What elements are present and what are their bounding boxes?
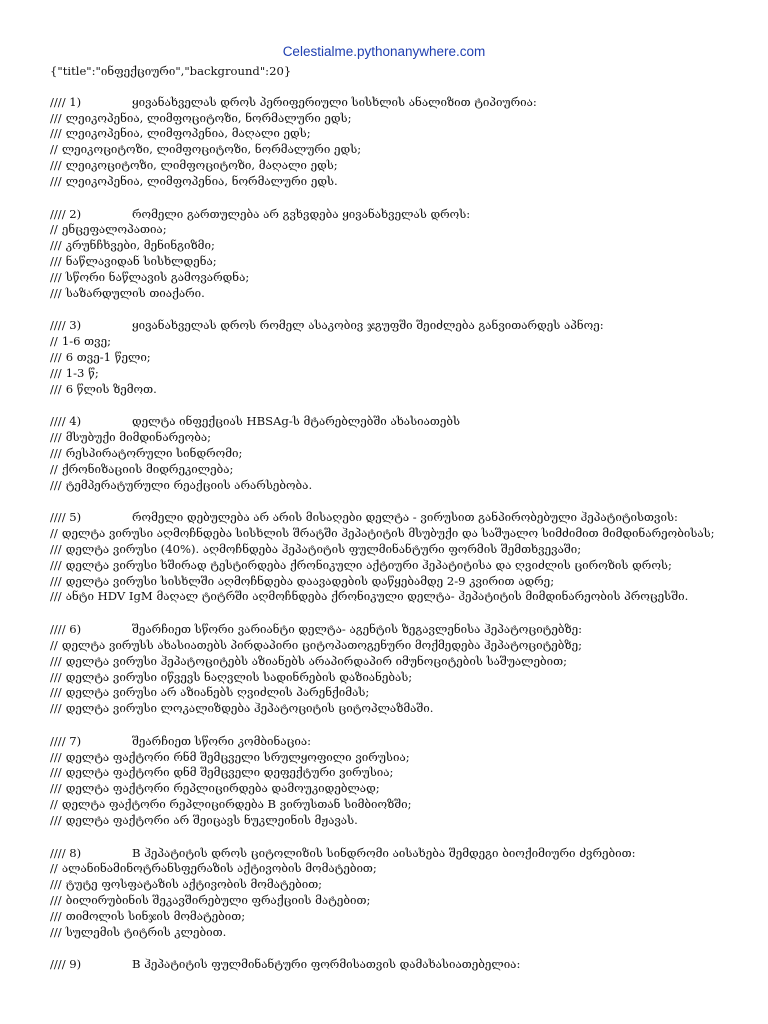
option-text: მსუბუქი მიმდინარეობა; [65, 430, 212, 445]
answer-option [50, 158, 720, 174]
question-block [50, 414, 720, 493]
answer-option [50, 813, 720, 829]
answer-option [50, 589, 720, 605]
answer-option [50, 861, 720, 877]
option-text: დელტა ვირუსი არ აზიანებს ღვიძლის პარენქიმას; [65, 685, 370, 700]
option-text: ენცეფალოპათია; [61, 222, 167, 237]
question-heading [50, 95, 720, 111]
answer-option [50, 893, 720, 909]
option-text: 1-6 თვე; [61, 334, 112, 349]
option-text: ალანინამინოტრანსფერაზის აქტივობის მომატებით; [61, 861, 377, 876]
question-heading [50, 510, 720, 526]
option-text: თიმოლის სინჯის მომატებით; [65, 908, 246, 923]
question-number: //// 6) [50, 622, 82, 637]
option-marker: /// [50, 445, 62, 460]
question-heading [50, 318, 720, 334]
answer-option [50, 781, 720, 797]
question-number: //// 3) [50, 318, 82, 333]
option-marker: /// [50, 349, 62, 364]
answer-option [50, 270, 720, 286]
option-text: 1-3 წ; [65, 365, 99, 380]
question-block [50, 622, 720, 717]
option-text: დელტა ვირუსს ახასიათებს პირდაპირი ციტოპათოგენური მოქმედება ჰეპატოციტებზე; [61, 637, 582, 652]
question-text: რომელი დებულება არ არის მისაღები დელტა - ვირუსით განპირობებული ჰეპატიტისთვის: [132, 510, 678, 525]
option-marker: /// [50, 812, 62, 827]
answer-option [50, 765, 720, 781]
answer-option [50, 750, 720, 766]
option-text: ანტი HDV IgM მაღალ ტიტრში აღმოჩნდება ქრონიკული დელტა- ჰეპატიტის მიმდინარეობის პროცესში. [65, 589, 689, 604]
answer-option [50, 446, 720, 462]
option-marker: /// [50, 381, 62, 396]
question-text: B ჰეპატიტის დროს ციტოლიზის სინდრომი აისახება შემდეგი ბიოქიმიური ძვრებით: [132, 845, 636, 860]
option-marker: /// [50, 685, 62, 700]
option-text: დელტა ფაქტორი რნმ შემცველი სრულყოფილი ვირუსია; [65, 749, 410, 764]
option-marker: /// [50, 157, 62, 172]
answer-option [50, 670, 720, 686]
question-heading [50, 414, 720, 430]
answer-option [50, 254, 720, 270]
option-marker: /// [50, 110, 62, 125]
option-text: დელტა ვირუსი ჰეპატოციტებს აზიანებს არაპირდაპირ იმუნოციტების საშუალებით; [65, 653, 568, 668]
option-text: ტემპერატურული რეაქციის არარსებობა. [65, 477, 313, 492]
question-text: ყივანახველას დროს პერიფერიული სისხლის ანალიზით ტიპიურია: [132, 94, 537, 109]
option-text: დელტა ფაქტორი რეპლიცირდება B ვირუსთან სიმბიოზში; [61, 797, 412, 812]
option-text: დელტა ფაქტორი არ შეიცავს ნუკლეინის მჟავას. [65, 812, 358, 827]
option-text: ტუტე ფოსფატაზის აქტივობის მომატებით; [65, 877, 323, 892]
answer-option [50, 222, 720, 238]
question-heading [50, 622, 720, 638]
answer-option [50, 638, 720, 654]
option-text: დელტა ვირუსი აღმოჩნდება სისხლის შრატში ჰეპატიტის მსუბუქი და საშუალო სიმძიმით მიმდინარეობისას; [61, 526, 715, 541]
option-marker: /// [50, 573, 62, 588]
answer-option [50, 430, 720, 446]
question-text: შეარჩიეთ სწორი კომბინაცია: [132, 733, 312, 748]
option-text: 6 თვე-1 წელი; [65, 349, 151, 364]
option-marker: /// [50, 781, 62, 796]
option-text: ბილირუბინის შეკავშირებული ფრაქციის მატებით; [65, 893, 371, 908]
option-text: სულემის ტიტრის კლებით. [65, 924, 227, 939]
option-marker: /// [50, 541, 62, 556]
answer-option [50, 478, 720, 494]
answer-option [50, 174, 720, 190]
option-marker: /// [50, 477, 62, 492]
question-block [50, 318, 720, 397]
option-marker: /// [50, 765, 62, 780]
option-marker: /// [50, 126, 62, 141]
option-marker: /// [50, 669, 62, 684]
option-text: ლეიკოციტოზი, ლიმფოციტოზი, ნორმალური ედს; [61, 142, 362, 157]
option-marker: /// [50, 749, 62, 764]
question-text: რომელი გართულება არ გვხვდება ყივანახველას დროს: [132, 206, 471, 221]
answer-option [50, 701, 720, 717]
answer-option [50, 877, 720, 893]
answer-option [50, 238, 720, 254]
option-marker: /// [50, 285, 62, 300]
question-block [50, 207, 720, 302]
question-list [50, 95, 720, 973]
option-marker: /// [50, 238, 62, 253]
site-link[interactable]: Celestialme.pythonanywhere.com [282, 44, 486, 59]
question-heading [50, 207, 720, 223]
question-number: //// 9) [50, 957, 82, 972]
option-marker: // [50, 142, 58, 157]
option-marker: /// [50, 924, 62, 939]
option-text: საზარდულის თიაქარი. [65, 285, 205, 300]
question-text: შეარჩიეთ სწორი ვარიანტი დელტა- აგენტის ზეგავლენისა ჰეპატოციტებზე: [132, 622, 583, 637]
answer-option [50, 366, 720, 382]
option-text: რესპირატორული სინდრომი; [65, 445, 243, 460]
option-text: 6 წლის ზემოთ. [65, 381, 157, 396]
option-text: კრუნჩხვები, მენინგიზმი; [65, 238, 215, 253]
answer-option [50, 558, 720, 574]
answer-option [50, 654, 720, 670]
answer-option [50, 334, 720, 350]
option-text: დელტა ფაქტორი რეპლიცირდება დამოუკიდებლად; [65, 781, 380, 796]
answer-option [50, 925, 720, 941]
question-text: დელტა ინფექციას HBSAg-ს მტარებლებში ახასიათებს [132, 414, 461, 429]
option-text: დელტა ვირუსი იწვევს ნაღვლის სადინრების დაზიანებას; [65, 669, 413, 684]
option-text: ნაწლავიდან სისხლდენა; [65, 253, 217, 268]
answer-option [50, 542, 720, 558]
answer-option [50, 526, 720, 542]
option-marker: /// [50, 653, 62, 668]
option-marker: /// [50, 589, 62, 604]
question-block [50, 846, 720, 941]
question-number: //// 7) [50, 733, 82, 748]
question-number: //// 1) [50, 94, 82, 109]
answer-option [50, 909, 720, 925]
question-block [50, 734, 720, 829]
answer-option [50, 797, 720, 813]
question-block [50, 510, 720, 605]
question-text: B ჰეპატიტის ფულმინანტური ფორმისათვის დამახასიათებელია: [132, 957, 521, 972]
answer-option [50, 462, 720, 478]
question-block [50, 957, 720, 973]
option-marker: /// [50, 877, 62, 892]
option-marker: // [50, 526, 58, 541]
option-marker: /// [50, 365, 62, 380]
question-heading [50, 957, 720, 973]
option-marker: // [50, 637, 58, 652]
question-text: ყივანახველას დროს რომელ ასაკობივ ჯგუფში შეიძლება განვითარდეს აპნოე: [132, 318, 604, 333]
option-marker: /// [50, 908, 62, 923]
option-marker: // [50, 461, 58, 476]
question-block [50, 95, 720, 190]
quiz-content [50, 64, 720, 990]
option-marker: /// [50, 269, 62, 284]
option-marker: /// [50, 253, 62, 268]
option-marker: /// [50, 701, 62, 716]
answer-option [50, 350, 720, 366]
option-marker: // [50, 222, 58, 237]
option-text: დელტა ვირუსი (40%). აღმოჩნდება ჰეპატიტის ფულმინანტური ფორმის შემთხვევაში; [65, 541, 582, 556]
question-number: //// 8) [50, 845, 82, 860]
option-text: დელტა ვირუსი სისხლში აღმოჩნდება დაავადების დაწყებამდე 2-9 კვირით ადრე; [65, 573, 555, 588]
option-text: სწორი ნაწლავის გამოვარდნა; [65, 269, 250, 284]
answer-option [50, 382, 720, 398]
option-marker: /// [50, 893, 62, 908]
question-heading [50, 846, 720, 862]
option-text: ლეიკოპენია, ლიმფოციტოზი, ნორმალური ედს; [65, 110, 352, 125]
option-text: დელტა ფაქტორი დნმ შემცველი დეფექტური ვირუსია; [65, 765, 394, 780]
question-number: //// 5) [50, 510, 82, 525]
question-heading [50, 734, 720, 750]
option-marker: // [50, 861, 58, 876]
option-text: ლეიკოპენია, ლიმფოპენია, მაღალი ედს; [65, 126, 311, 141]
option-marker: /// [50, 173, 62, 188]
answer-option [50, 111, 720, 127]
option-marker: /// [50, 430, 62, 445]
option-text: ქრონიზაციის მიდრეკილება; [61, 461, 234, 476]
answer-option [50, 126, 720, 142]
option-text: დელტა ვირუსი ხშირად ტესტირდება ქრონიკული აქტიური ჰეპატიტისა და ღვიძლის ციროზის დროს; [65, 557, 672, 572]
option-text: დელტა ვირუსი ლოკალიზდება ჰეპატოციტის ციტოპლაზმაში. [65, 701, 434, 716]
answer-option [50, 142, 720, 158]
question-number: //// 4) [50, 414, 82, 429]
answer-option [50, 574, 720, 590]
option-marker: // [50, 334, 58, 349]
option-marker: /// [50, 557, 62, 572]
option-text: ლეიკოციტოზი, ლიმფოციტოზი, მაღალი ედს; [65, 157, 338, 172]
answer-option [50, 685, 720, 701]
question-number: //// 2) [50, 206, 82, 221]
answer-option [50, 286, 720, 302]
option-marker: // [50, 797, 58, 812]
option-text: ლეიკოპენია, ლიმფოპენია, ნორმალური ედს. [65, 173, 338, 188]
meta-line: {"title":"ინფექციური","background":20} [50, 64, 292, 78]
